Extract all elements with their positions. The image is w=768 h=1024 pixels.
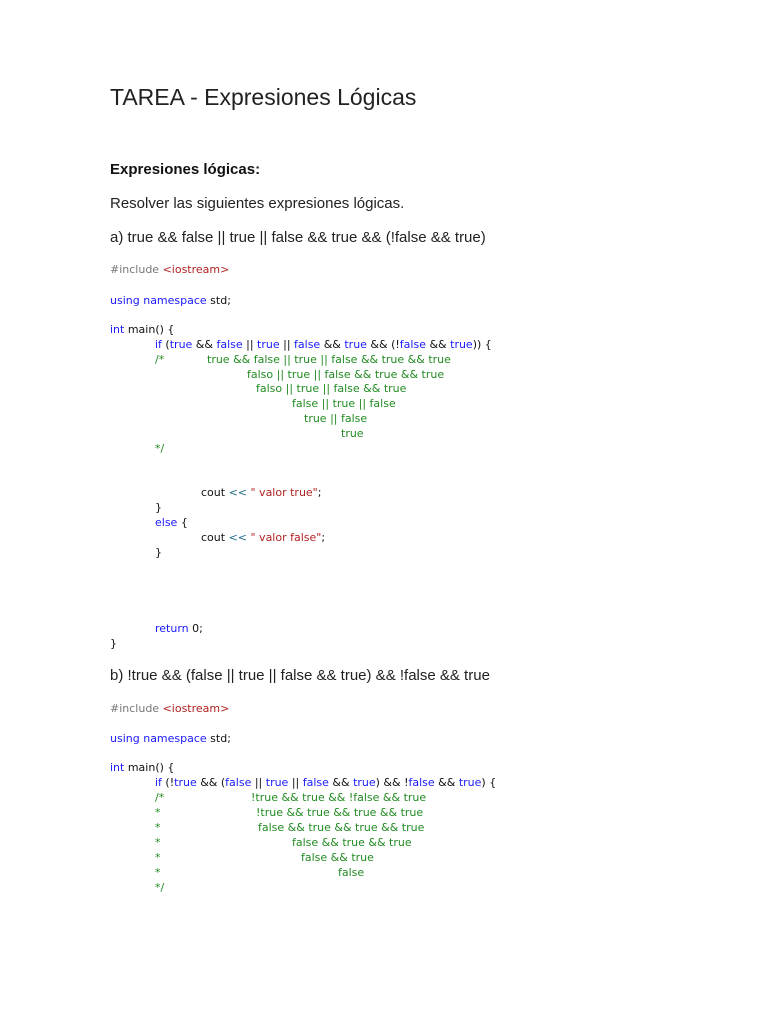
code-line [110, 761, 174, 774]
section-heading: Expresiones lógicas: [110, 161, 261, 178]
keyword: true [344, 338, 367, 351]
keyword: false [216, 338, 243, 351]
comment-line: * [155, 836, 161, 849]
keyword: int [110, 323, 125, 336]
code-line: } [110, 637, 117, 650]
keyword: false [302, 776, 329, 789]
comment-line: false && true && true [292, 836, 412, 849]
preprocessor: #include [110, 263, 160, 276]
code-text: main() { [124, 761, 175, 774]
keyword: false [408, 776, 435, 789]
code-line [155, 622, 203, 635]
code-text: 0; [188, 622, 203, 635]
comment-line: falso || true || false && true [256, 382, 407, 395]
code-text: cout [201, 531, 229, 544]
comment-line: false || true || false [292, 397, 396, 410]
exercise-b-expression: b) !true && (false || true || false && true) && !false && true [110, 667, 490, 684]
comment-line: * [155, 806, 161, 819]
comment-line: true || false [304, 412, 368, 425]
string-literal: " valor true" [247, 486, 318, 499]
keyword: true [169, 338, 193, 351]
keyword: using [110, 294, 140, 307]
comment-line: */ [155, 442, 165, 455]
code-text: ; [321, 531, 326, 544]
comment-line: false && true [301, 851, 374, 864]
comment-line: */ [155, 881, 165, 894]
comment-line: falso || true || false && true && true [247, 368, 445, 381]
code-line: } [155, 501, 162, 514]
keyword: true [353, 776, 376, 789]
code-line [110, 323, 174, 336]
keyword: true [257, 338, 280, 351]
code-text: cout [201, 486, 229, 499]
code-text: ; [317, 486, 322, 499]
keyword: false [399, 338, 426, 351]
code-line: if (!true && (false || true || false && true) && !false && true) { [155, 776, 497, 789]
operator: << [228, 486, 247, 499]
comment-line: * [155, 851, 161, 864]
code-line: else { [155, 516, 188, 529]
code-text: std; [206, 294, 231, 307]
comment-line: false && true && true && true [258, 821, 425, 834]
keyword: namespace [143, 732, 207, 745]
comment-line: /* [155, 791, 165, 804]
keyword: namespace [143, 294, 207, 307]
string-literal: " valor false" [247, 531, 322, 544]
code-line: if (true && false || true || false && true && (!false && true)) { [155, 338, 492, 351]
comment-line: true && false || true || false && true && true [207, 353, 451, 366]
code-line [110, 702, 229, 715]
operator: << [228, 531, 247, 544]
intro-text: Resolver las siguientes expresiones lógicas. [110, 195, 405, 212]
keyword: int [110, 761, 125, 774]
code-line: } [155, 546, 162, 559]
comment-line: !true && true && true && true [256, 806, 424, 819]
keyword: true [450, 338, 473, 351]
include-file: <iostream> [162, 263, 230, 276]
keyword: return [155, 622, 189, 635]
keyword: else [155, 516, 178, 529]
keyword: true [174, 776, 197, 789]
keyword: false [225, 776, 252, 789]
keyword: if [155, 338, 162, 351]
exercise-a-expression: a) true && false || true || false && true && (!false && true) [110, 229, 486, 246]
keyword: true [458, 776, 482, 789]
comment-line: * [155, 866, 161, 879]
comment-line: /* [155, 353, 165, 366]
comment-line: false [338, 866, 365, 879]
preprocessor: #include [110, 702, 160, 715]
keyword: true [265, 776, 289, 789]
code-line [201, 531, 325, 544]
code-line [110, 732, 231, 745]
keyword: if [155, 776, 162, 789]
comment-line: !true && true && !false && true [251, 791, 427, 804]
code-line [110, 263, 229, 276]
code-text: main() { [124, 323, 175, 336]
include-file: <iostream> [162, 702, 230, 715]
comment-line: * [155, 821, 161, 834]
code-line [110, 294, 231, 307]
code-line [201, 486, 321, 499]
comment-line: true [341, 427, 364, 440]
page-title: TAREA - Expresiones Lógicas [110, 84, 417, 110]
keyword: false [294, 338, 321, 351]
code-text: std; [206, 732, 231, 745]
keyword: using [110, 732, 140, 745]
